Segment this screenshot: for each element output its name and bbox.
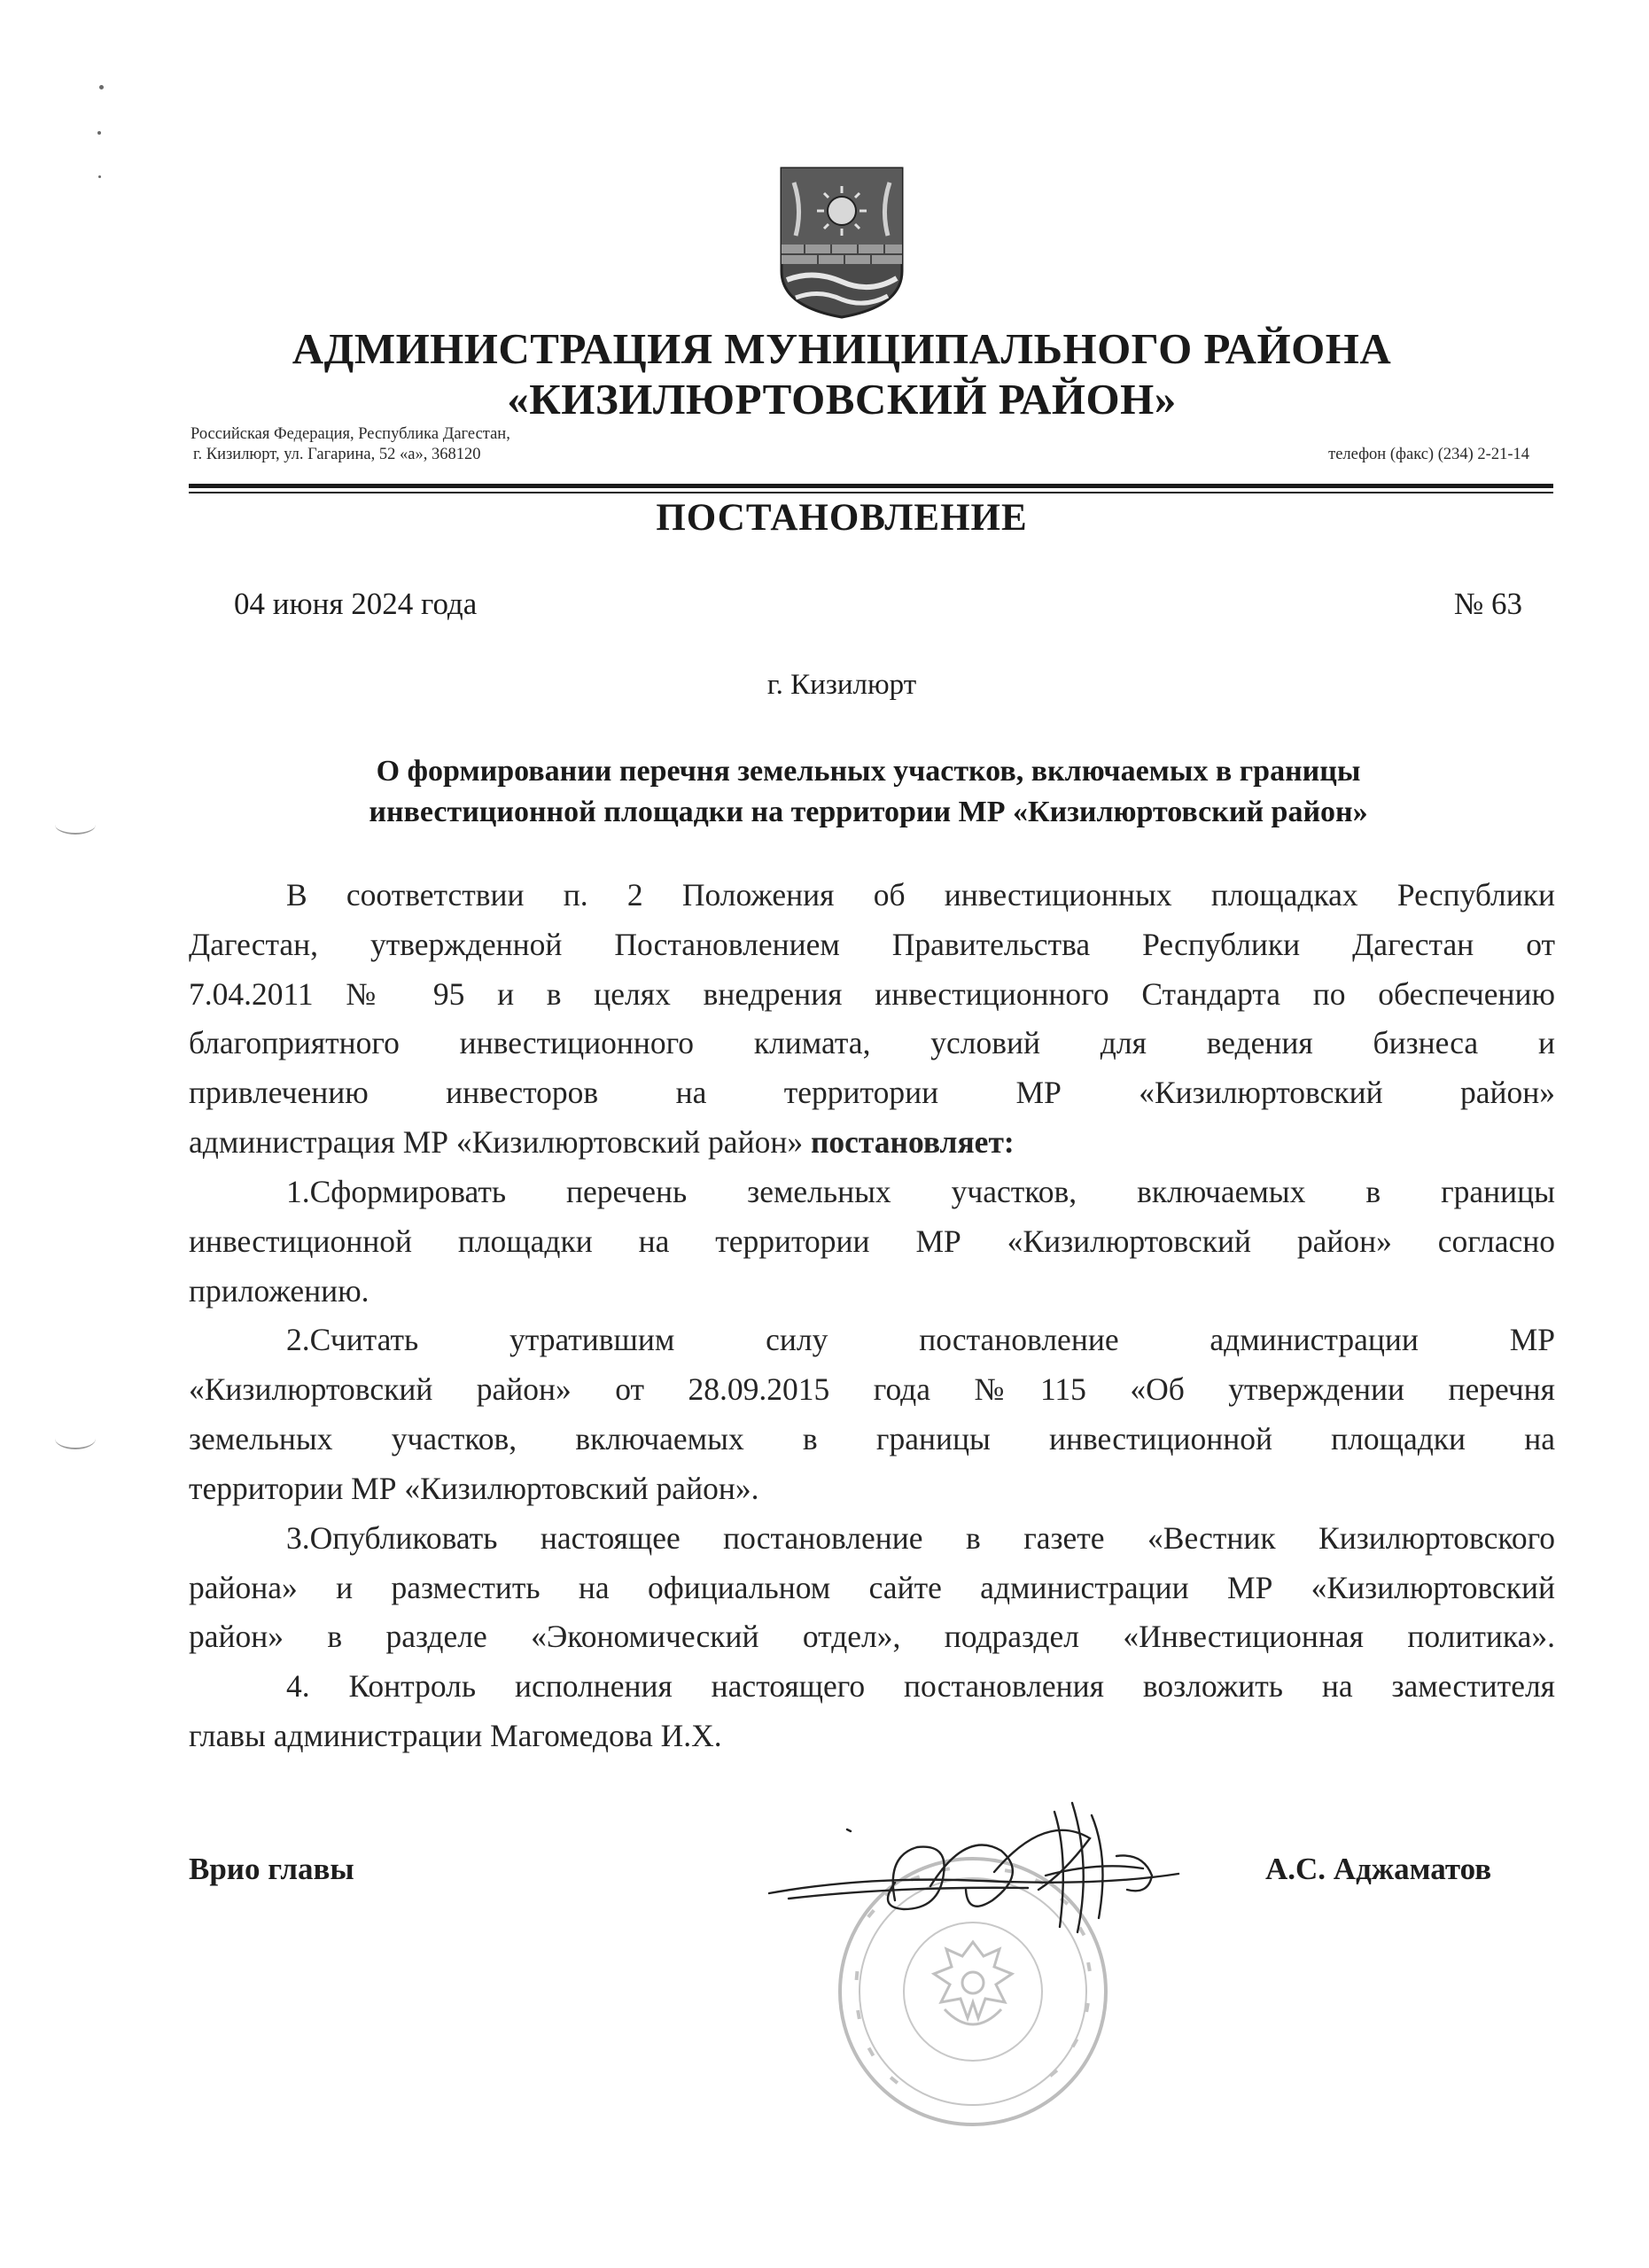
body-line — [189, 1120, 1555, 1164]
signatory-role: Врио главы — [189, 1852, 354, 1886]
body-text: администрация МР «Кизилюртовский район» — [189, 1124, 804, 1160]
scan-speck — [98, 175, 101, 178]
header-divider — [189, 484, 1553, 488]
body-line: В соответствии п. 2 Положения об инвестиционных площадках Республики — [286, 877, 1555, 913]
header-divider-thin — [189, 492, 1553, 493]
body-line: 7.04.2011 № 95 и в целях внедрения инвестиционного Стандарта по обеспечению — [189, 976, 1555, 1012]
body-line: благоприятного инвестиционного климата, условий для ведения бизнеса и — [189, 1025, 1555, 1060]
body-line: главы администрации Магомедова И.Х. — [189, 1718, 722, 1753]
body-line: «Кизилюртовский район» от 28.09.2015 года №115 «Об утверждении перечня — [189, 1371, 1555, 1407]
organization-name: «КИЗИЛЮРТОВСКИЙ РАЙОН» — [507, 375, 1177, 423]
address-line: Российская Федерация, Республика Дагестан, — [191, 425, 510, 443]
address-line: г. Кизилюрт, ул. Гагарина, 52 «а», 368120 — [193, 446, 481, 463]
body-line: 3.Опубликовать настоящее постановление в газете «Вестник Кизилюртовского — [286, 1520, 1555, 1556]
scan-speck — [97, 131, 101, 135]
body-line: земельных участков, включаемых в границы инвестиционной площадки на — [189, 1421, 1555, 1456]
document-subject: инвестиционной площадки на территории МР «Кизилюртовский район» — [369, 796, 1368, 828]
organization-title: АДМИНИСТРАЦИЯ МУНИЦИПАЛЬНОГО РАЙОНА — [292, 324, 1392, 373]
phone-fax: телефон (факс) (234) 2-21-14 — [1328, 446, 1529, 463]
document-date: 04 июня 2024 года — [234, 586, 478, 621]
signatory-name: А.С. Аджаматов — [1265, 1852, 1492, 1886]
decree-keyword: постановляет: — [810, 1124, 1015, 1160]
body-line: привлечению инвесторов на территории МР «Кизилюртовский район» — [189, 1075, 1555, 1110]
handwritten-signature — [762, 1776, 1223, 1945]
document-type: ПОСТАНОВЛЕНИЕ — [656, 497, 1028, 539]
body-line: территории МР «Кизилюртовский район». — [189, 1471, 759, 1506]
body-line: приложению. — [189, 1273, 369, 1309]
document-number: № 63 — [1453, 586, 1522, 621]
punch-hole-mark — [55, 815, 96, 835]
body-line: района» и разместить на официальном сайте администрации МР «Кизилюртовский — [189, 1570, 1555, 1605]
body-line: 1.Сформировать перечень земельных участков, включаемых в границы — [286, 1174, 1555, 1209]
body-line: инвестиционной площадки на территории МР «Кизилюртовский район» согласно — [189, 1223, 1555, 1259]
body-line: 4. Контроль исполнения настоящего постановления возложить на заместителя — [286, 1668, 1555, 1704]
document-city: г. Кизилюрт — [766, 669, 917, 701]
body-line: район» в разделе «Экономический отдел», подраздел «Инвестиционная политика». — [189, 1619, 1555, 1654]
document-subject: О формировании перечня земельных участков, включаемых в границы — [376, 755, 1361, 788]
scan-speck — [99, 85, 104, 89]
coat-of-arms-icon — [778, 165, 906, 321]
body-line: 2.Считать утратившим силу постановление администрации МР — [286, 1322, 1555, 1357]
body-line: Дагестан, утвержденной Постановлением Правительства Республики Дагестан от — [189, 927, 1555, 962]
punch-hole-mark — [55, 1428, 96, 1449]
